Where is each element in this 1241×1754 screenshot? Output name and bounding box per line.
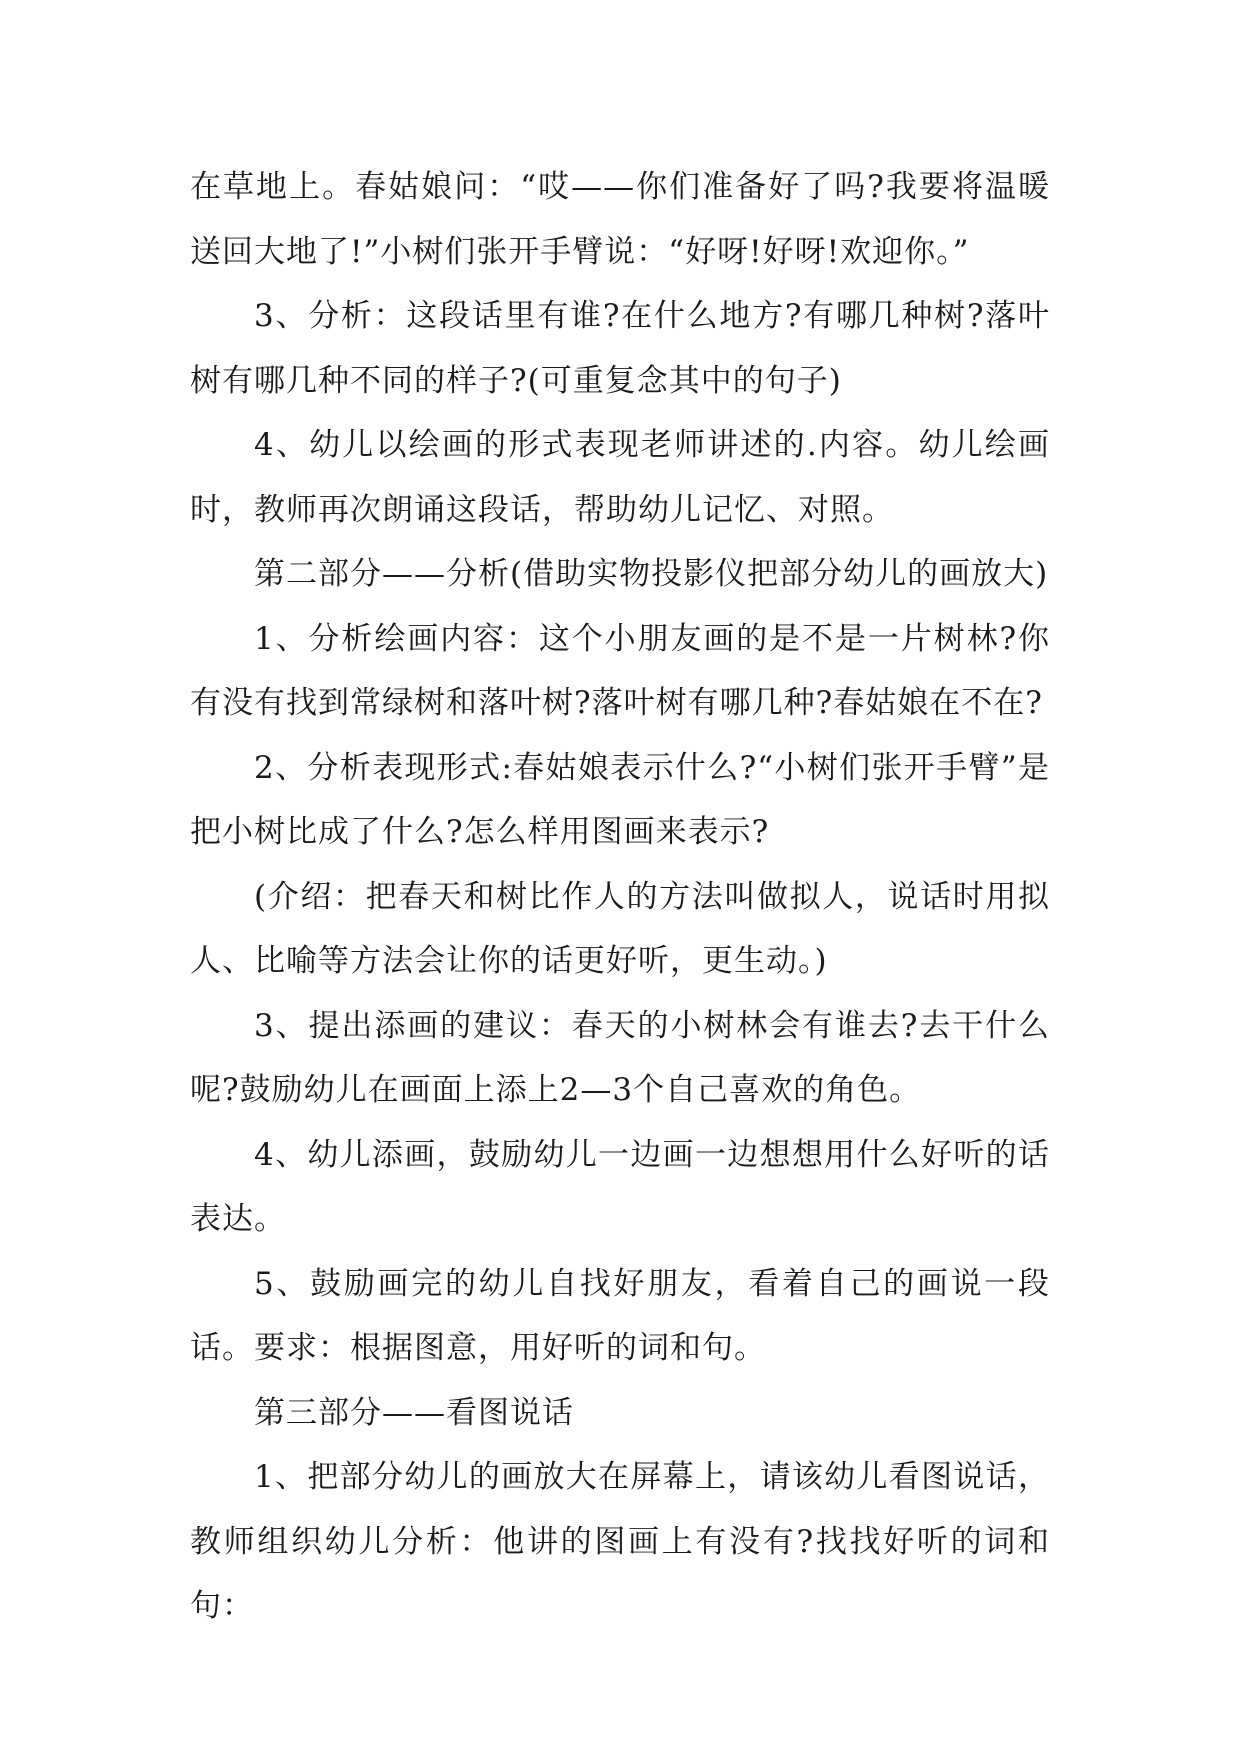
paragraph-continuation: 在草地上。春姑娘问：“哎——你们准备好了吗?我要将温暖送回大地了!”小树们张开手臂说：“好呀!好呀!欢迎你。” — [190, 169, 1050, 270]
paragraph-add-drawing: 4、幼儿添画，鼓励幼儿一边画一边想想用什么好听的话表达。 — [190, 1136, 1050, 1237]
document-page — [190, 155, 1050, 1639]
paragraph-drawing-step-4: 4、幼儿以绘画的形式表现老师讲述的.内容。幼儿绘画时，教师再次朗诵这段话，帮助幼儿记忆、对照。 — [190, 427, 1050, 528]
paragraph-add-drawing-suggestion: 3、提出添画的建议：春天的小树林会有谁去?去干什么呢?鼓励幼儿在画面上添上2—3个自己喜欢的角色。 — [190, 1007, 1050, 1108]
paragraph-analyze-content: 1、分析绘画内容：这个小朋友画的是不是一片树林?你有没有找到常绿树和落叶树?落叶树有哪几种?春姑娘在不在? — [190, 620, 1050, 721]
paragraph-analyze-form: 2、分析表现形式:春姑娘表示什么?“小树们张开手臂”是把小树比成了什么?怎么样用图画来表示? — [190, 749, 1050, 850]
section-heading-part-two: 第二部分——分析(借助实物投影仪把部分幼儿的画放大) — [254, 556, 1049, 592]
paragraph-share-drawing: 5、鼓励画完的幼儿自找好朋友，看着自己的画说一段话。要求：根据图意，用好听的词和句。 — [190, 1265, 1050, 1366]
section-heading-part-three: 第三部分——看图说话 — [254, 1394, 574, 1431]
paragraph-picture-talk: 1、把部分幼儿的画放大在屏幕上，请该幼儿看图说话，教师组织幼儿分析：他讲的图画上有没有?找找好听的词和句： — [190, 1459, 1050, 1624]
paragraph-personification-note: (介绍：把春天和树比作人的方法叫做拟人，说话时用拟人、比喻等方法会让你的话更好听，更生动。) — [190, 878, 1050, 979]
paragraph-analysis-step-3: 3、分析：这段话里有谁?在什么地方?有哪几种树?落叶树有哪几种不同的样子?(可重复念其中的句子) — [190, 298, 1050, 399]
